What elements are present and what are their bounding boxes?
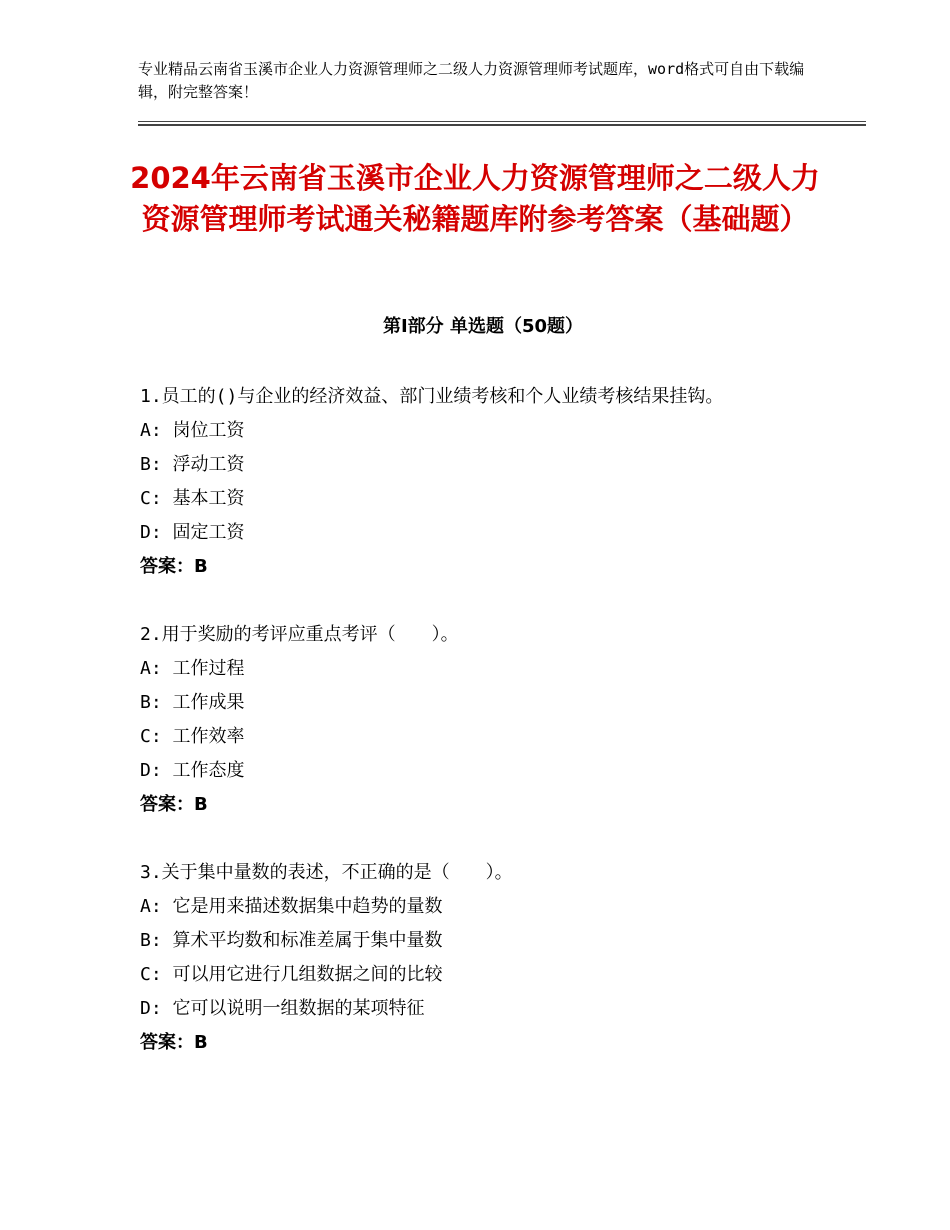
question-stem: 1.员工的()与企业的经济效益、部门业绩考核和个人业绩考核结果挂钩。: [140, 386, 724, 407]
section-title: 第Ⅰ部分 单选题（50题）: [382, 316, 583, 337]
answer: 答案：B: [140, 794, 208, 815]
option-c: C: 工作效率: [140, 726, 245, 747]
question-3: [140, 856, 820, 1060]
option-d: D: 工作态度: [140, 760, 245, 781]
document-title: 2024年云南省玉溪市企业人力资源管理师之二级人力资源管理师考试通关秘籍题库附参考答案（基础题）: [130, 161, 820, 236]
option-c: C: 可以用它进行几组数据之间的比较: [140, 964, 443, 985]
option-c: C: 基本工资: [140, 488, 245, 509]
option-a: A: 岗位工资: [140, 420, 245, 441]
question-2: [140, 618, 820, 822]
answer: 答案：B: [140, 1032, 208, 1053]
answer: 答案：B: [140, 556, 208, 577]
question-list: [140, 380, 820, 1094]
option-d: D: 固定工资: [140, 522, 245, 543]
option-a: A: 工作过程: [140, 658, 245, 679]
question-1: [140, 380, 820, 584]
option-a: A: 它是用来描述数据集中趋势的量数: [140, 896, 443, 917]
option-b: B: 工作成果: [140, 692, 245, 713]
question-stem: 3.关于集中量数的表述，不正确的是（ ）。: [140, 862, 513, 883]
header-divider: [138, 121, 866, 126]
question-stem: 2.用于奖励的考评应重点考评（ ）。: [140, 624, 459, 645]
option-b: B: 浮动工资: [140, 454, 245, 475]
option-d: D: 它可以说明一组数据的某项特征: [140, 998, 425, 1019]
option-b: B: 算术平均数和标准差属于集中量数: [140, 930, 443, 951]
header-note: 专业精品云南省玉溪市企业人力资源管理师之二级人力资源管理师考试题库，word格式可自由下载编辑，附完整答案！: [138, 60, 805, 101]
